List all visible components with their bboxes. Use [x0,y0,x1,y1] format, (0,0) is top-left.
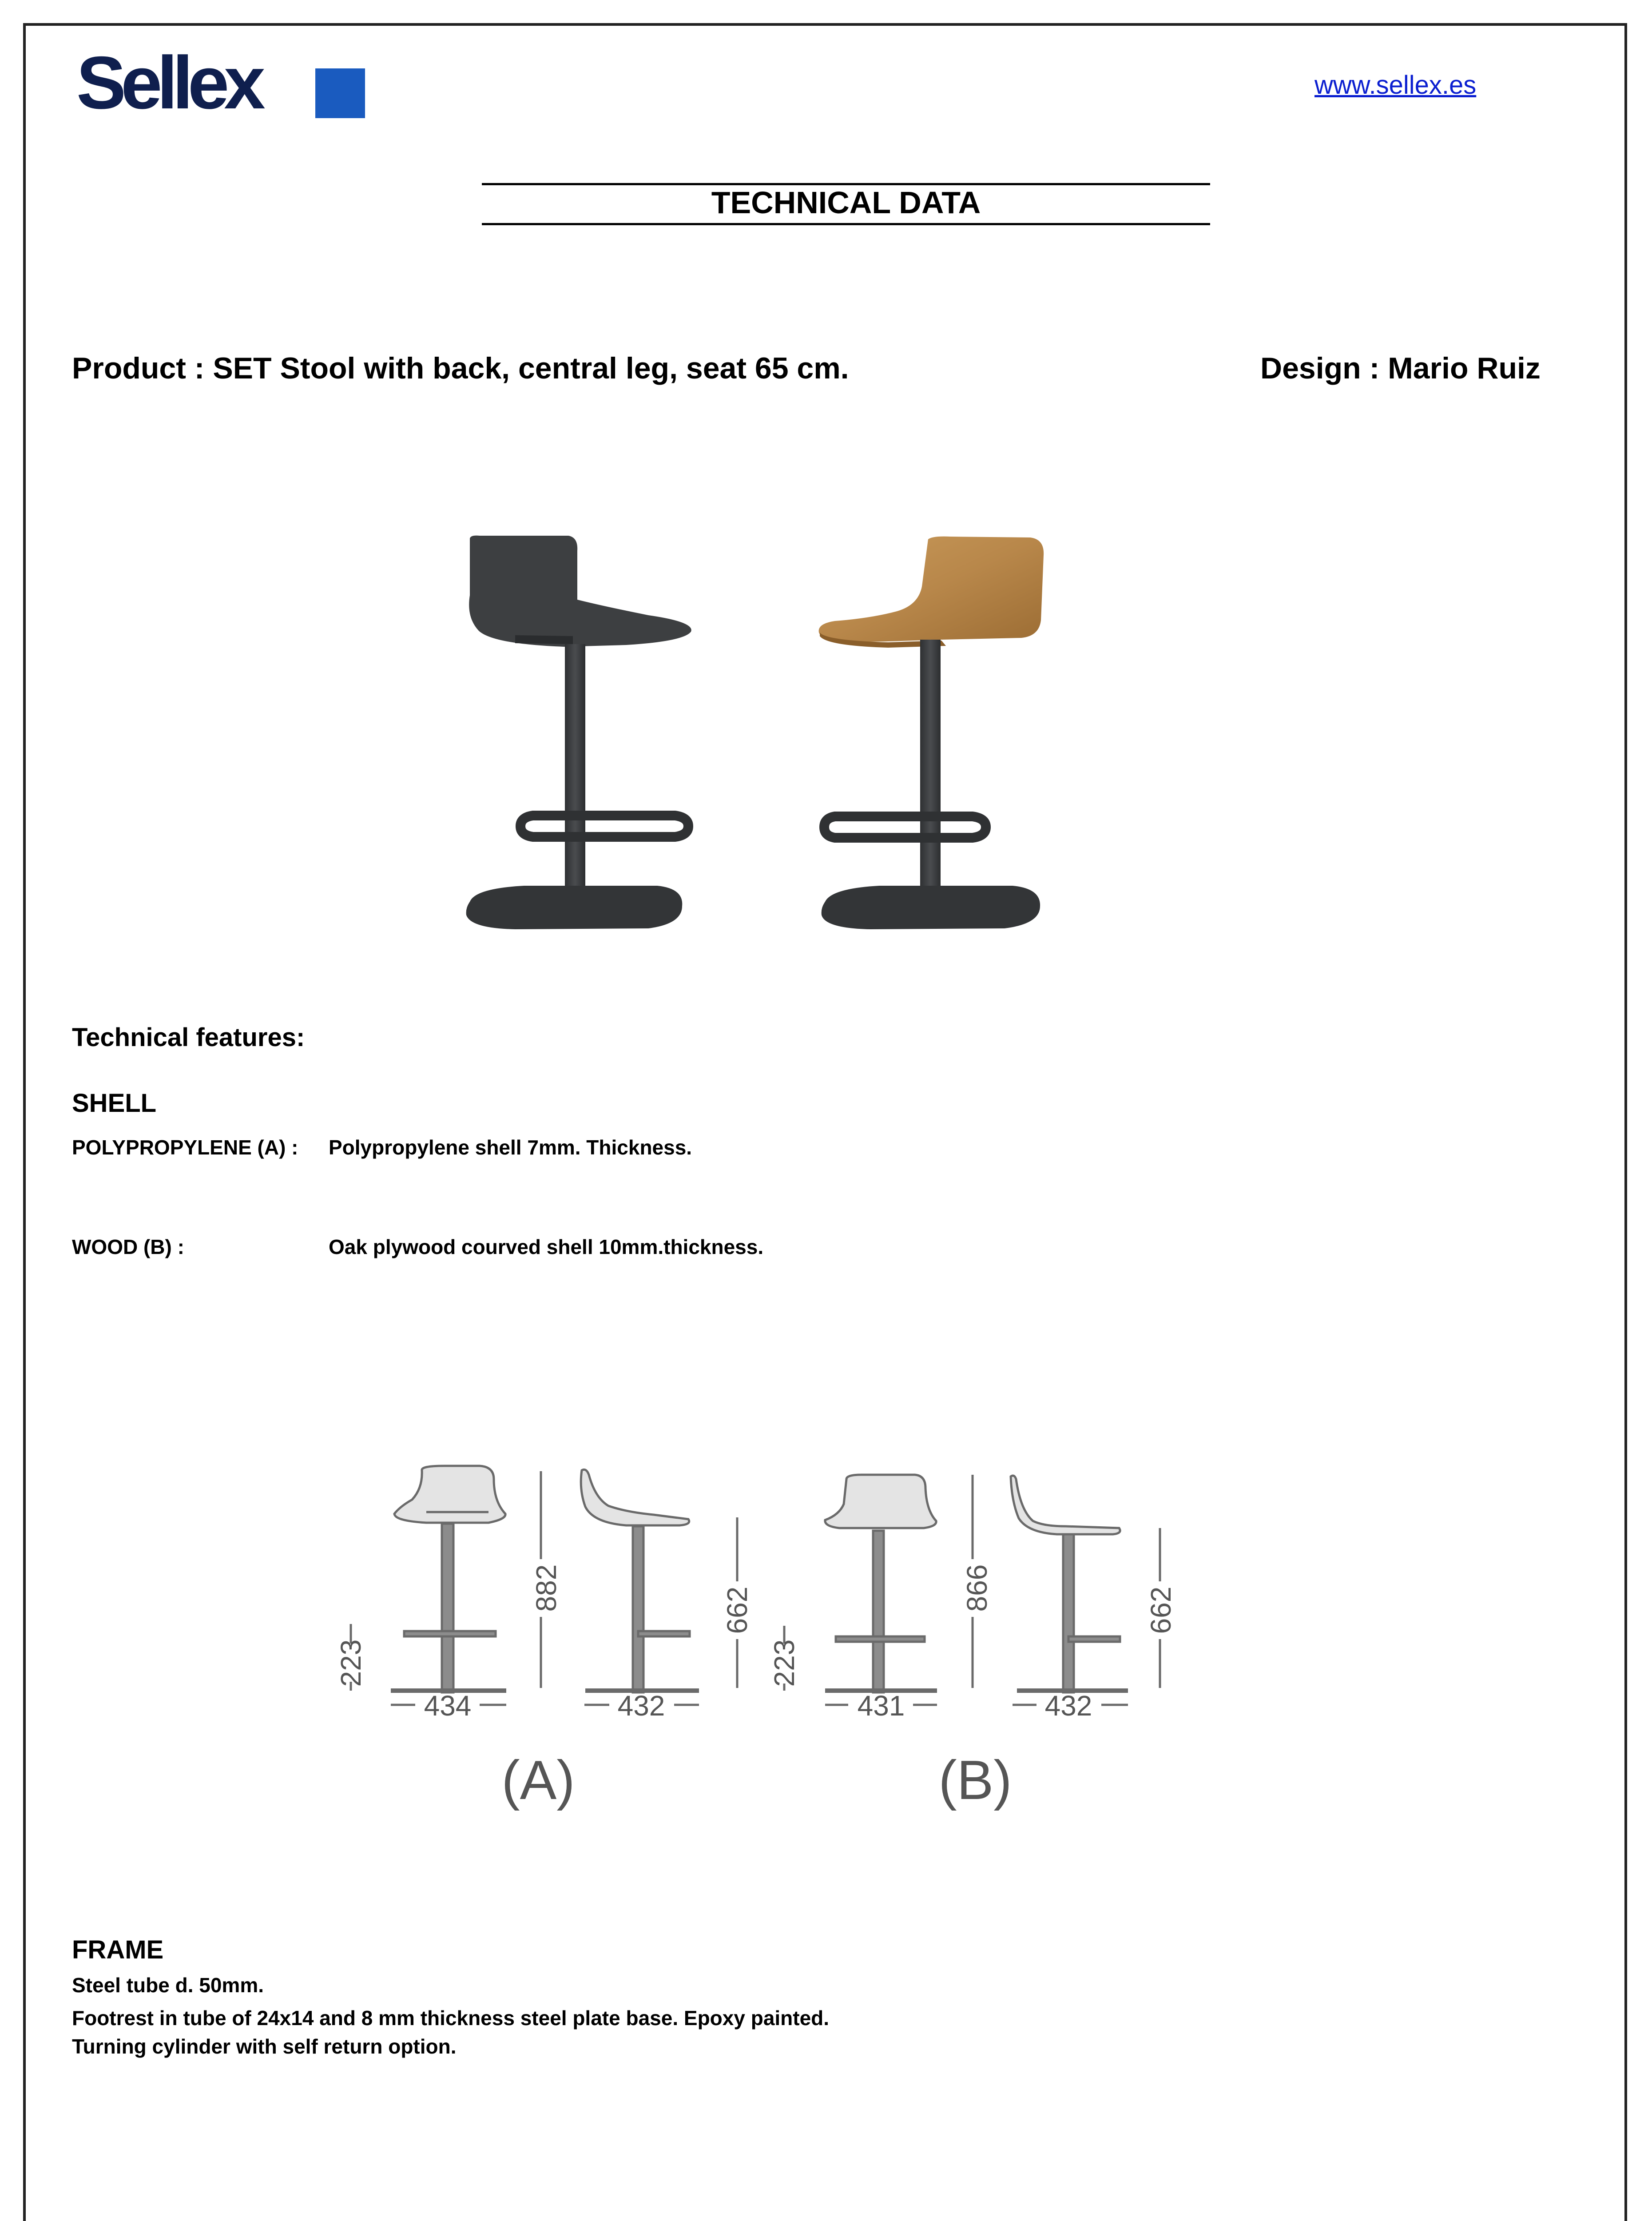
frame-spec-line: Steel tube d. 50mm. [72,1974,264,1997]
logo-wordmark: Sellex [76,41,260,124]
page-title: TECHNICAL DATA [711,185,981,220]
shell-option-value: Oak plywood courved shell 10mm.thickness. [329,1235,764,1258]
dim-b-front-width: 431 [857,1690,905,1722]
dim-a-front-width: 434 [424,1690,472,1722]
drawing-caption-a: (A) [501,1750,575,1811]
dim-b-total-height: 866 [961,1564,993,1612]
drawing-b-front [784,1475,973,1705]
shell-option-value: Polypropylene shell 7mm. Thickness. [329,1136,692,1159]
drawing-a-side [581,1469,737,1705]
shell-option-label: POLYPROPYLENE (A) : [72,1136,298,1159]
product-name: Product : SET Stool with back, central leg, seat 65 cm. [72,351,849,385]
dim-b-side-width: 432 [1044,1690,1092,1722]
dim-a-seat-height: 662 [721,1586,753,1634]
dim-a-total-height: 882 [530,1564,562,1612]
shell-option-label: WOOD (B) : [72,1235,184,1258]
features-heading: Technical features: [72,1023,305,1052]
drawing-caption-b: (B) [938,1750,1012,1811]
designer-name: Design : Mario Ruiz [1260,351,1541,385]
website-link[interactable]: www.sellex.es [1314,71,1477,100]
dim-a-footrest-height: 223 [335,1639,367,1687]
dim-a-side-width: 432 [617,1690,665,1722]
frame-spec-line: Turning cylinder with self return option. [72,2035,457,2058]
dim-b-footrest-height: 223 [768,1639,800,1687]
drawing-a-front [351,1466,541,1705]
dim-b-seat-height: 662 [1145,1586,1177,1634]
shell-heading: SHELL [72,1089,157,1118]
drawing-b-side [1011,1476,1160,1705]
frame-heading: FRAME [72,1935,164,1964]
frame-spec-line: Footrest in tube of 24x14 and 8 mm thickness steel plate base. Epoxy painted. [72,2006,830,2030]
